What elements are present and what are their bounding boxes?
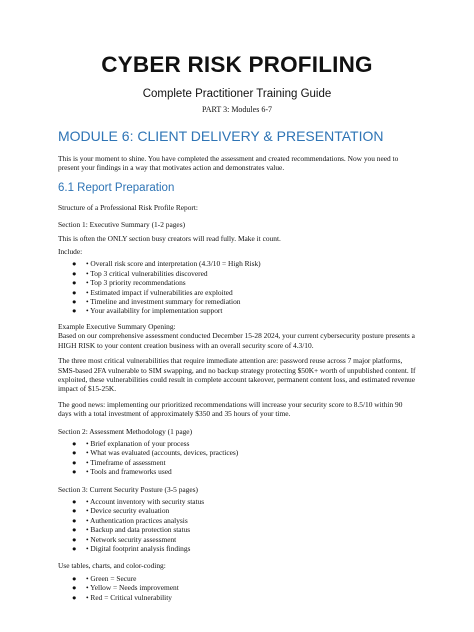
list-item: ● • Top 3 critical vulnerabilities discovered [72,268,208,278]
list-item: ● • Tools and frameworks used [72,467,172,477]
section3-heading: Section 3: Current Security Posture (3-5 pages) [58,484,198,494]
list-item: ● • Your availability for implementation support [72,306,223,316]
list-item: ● • Red = Critical vulnerability [72,592,172,602]
list-item: ● • Account inventory with security status [72,496,205,506]
list-item: ● • Device security evaluation [72,506,170,516]
list-item: ● • Authentication practices analysis [72,515,188,525]
bullet-icon: ● [72,306,77,316]
bullet-icon: ● [72,278,77,288]
bullet-icon: ● [72,448,77,458]
section1-heading: Section 1: Executive Summary (1-2 pages) [58,220,186,230]
example-label: Example Executive Summary Opening: [58,321,176,331]
bullet-icon: ● [72,515,77,525]
module-heading: MODULE 6: CLIENT DELIVERY & PRESENTATION [58,128,384,144]
list-item: ● • Backup and data protection status [72,525,191,535]
example-paragraph-1: Based on our comprehensive assessment conducted December 15-28 2024, your current cybersecurity posture presents a HIGH RISK to your content creation business with an overall security score of 4.3/10. [58,331,415,350]
list-item: ● • What was evaluated (accounts, devices, practices) [72,448,239,458]
bullet-icon: ● [72,467,77,477]
document-subtitle: Complete Practitioner Training Guide [142,88,332,100]
bullet-icon: ● [72,496,77,506]
color-coding-label: Use tables, charts, and color-coding: [58,561,166,571]
bullet-icon: ● [72,506,77,516]
section-heading: 6.1 Report Preparation [58,181,175,194]
bullet-icon: ● [72,544,77,553]
bullet-icon: ● [72,525,77,535]
list-item: ● • Overall risk score and interpretation (4.3/10 = High Risk) [72,259,261,269]
list-item: ● • Brief explanation of your process [72,438,190,448]
list-item: ● • Estimated impact if vulnerabilities are exploited [72,287,233,297]
list-item: ● • Timeframe of assessment [72,457,166,467]
bullet-icon: ● [72,573,77,583]
list-item: ● • Yellow = Needs improvement [72,583,179,593]
example-paragraph-3: The good news: implementing our prioritized recommendations will increase your security score to 8.5/10 within 90 days with a total investment of approximately $350 and 35 hours of your time. [58,399,403,419]
list-item: ● • Timeline and investment summary for remediation [72,297,241,307]
section3-list [58,497,416,553]
list-item: ● • Top 3 priority recommendations [72,278,186,288]
bullet-icon: ● [72,297,77,307]
bullet-icon: ● [72,268,77,278]
section2-heading: Section 2: Assessment Methodology (1 page) [58,426,193,436]
part-label: PART 3: Modules 6-7 [202,105,272,114]
bullet-icon: ● [72,592,77,602]
bullet-icon: ● [72,259,77,269]
structure-label: Structure of a Professional Risk Profile Report: [58,202,198,212]
section1-list [58,259,416,315]
document-title: CYBER RISK PROFILING [101,52,373,77]
list-item: ● • Green = Secure [72,573,137,583]
bullet-icon: ● [72,438,77,448]
list-item: ● • Digital footprint analysis findings [72,544,191,553]
bullet-icon: ● [72,287,77,297]
list-item: ● • Network security assessment [72,534,177,544]
example-paragraph-2: The three most critical vulnerabilities that require immediate attention are: password reuse across 7 major platforms, SMS-based 2FA vulnerable to SIM swapping, and no backup strategy protecting $50K+ worth of unpublished content. If exploited, these vulnerabilities could result in complete account takeover, permanent content loss, and estimated revenue impact of $15-25K. [58,356,416,394]
section2-list [58,439,416,477]
include-label: Include: [58,247,83,257]
bullet-icon: ● [72,457,77,467]
color-coding-list [58,574,416,602]
section1-note: This is often the ONLY section busy creators will read fully. Make it count. [58,233,281,243]
intro-paragraph: This is your moment to shine. You have completed the assessment and created recommendations. Now you need to present your findings in a way that motivates action and demonstrates value. [58,154,399,173]
bullet-icon: ● [72,583,77,593]
bullet-icon: ● [72,534,77,544]
